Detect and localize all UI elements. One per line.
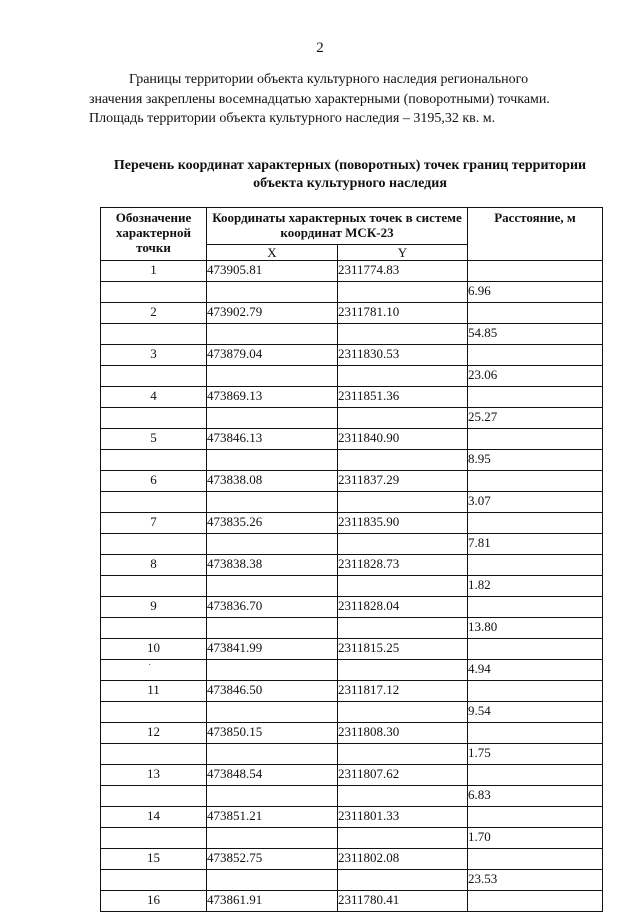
empty-cell [468, 429, 603, 450]
table-body [101, 261, 603, 912]
empty-cell [338, 828, 468, 849]
table-row [101, 366, 603, 387]
empty-cell [207, 786, 338, 807]
empty-cell [338, 660, 468, 681]
distance-column-header: Расстояние, м [468, 208, 603, 261]
table-title-line-2: объекта культурного наследия [253, 176, 447, 191]
point-number-cell: 8 [101, 555, 207, 576]
intro-line-3: Площадь территории объекта культурного наследия – 3195,32 кв. м. [89, 111, 496, 126]
y-coordinate-cell: 2311774.83 [338, 261, 468, 282]
empty-cell [468, 639, 603, 660]
page-number: 2 [316, 40, 324, 56]
table-row [101, 303, 603, 324]
table-row [101, 387, 603, 408]
table-row [101, 534, 603, 555]
y-coordinate-cell: 2311837.29 [338, 471, 468, 492]
empty-cell [101, 576, 207, 597]
empty-cell [338, 492, 468, 513]
empty-cell [468, 513, 603, 534]
table-row [101, 681, 603, 702]
empty-cell [101, 660, 207, 681]
empty-cell [338, 534, 468, 555]
y-coordinate-cell: 2311808.30 [338, 723, 468, 744]
table-row [101, 702, 603, 723]
coordinates-table [100, 207, 603, 912]
x-coordinate-cell: 473905.81 [207, 261, 338, 282]
y-coordinate-cell: 2311781.10 [338, 303, 468, 324]
y-coordinate-cell: 2311840.90 [338, 429, 468, 450]
empty-cell [101, 282, 207, 303]
table-row [101, 870, 603, 891]
table-row [101, 723, 603, 744]
y-coordinate-cell: 2311851.36 [338, 387, 468, 408]
x-column-header: X [207, 245, 338, 261]
distance-cell: 1.75 [468, 744, 603, 765]
intro-line-1: Границы территории объекта культурного наследия регионального [129, 72, 529, 87]
y-coordinate-cell: 2311830.53 [338, 345, 468, 366]
x-coordinate-cell: 473850.15 [207, 723, 338, 744]
x-coordinate-cell: 473846.13 [207, 429, 338, 450]
empty-cell [468, 681, 603, 702]
empty-cell [468, 303, 603, 324]
distance-cell: 6.96 [468, 282, 603, 303]
empty-cell [338, 786, 468, 807]
empty-cell [207, 744, 338, 765]
scan-speck: · [148, 660, 152, 671]
empty-cell [207, 660, 338, 681]
empty-cell [101, 828, 207, 849]
table-row [101, 408, 603, 429]
empty-cell [207, 702, 338, 723]
empty-cell [207, 870, 338, 891]
y-coordinate-cell: 2311828.73 [338, 555, 468, 576]
empty-cell [468, 387, 603, 408]
table-row [101, 576, 603, 597]
empty-cell [468, 807, 603, 828]
empty-cell [338, 618, 468, 639]
distance-cell: 6.83 [468, 786, 603, 807]
table-row [101, 807, 603, 828]
distance-cell: 7.81 [468, 534, 603, 555]
empty-cell [101, 492, 207, 513]
table-row [101, 282, 603, 303]
table-row [101, 261, 603, 282]
point-number-cell: 5 [101, 429, 207, 450]
table-row [101, 471, 603, 492]
table-row [101, 849, 603, 870]
x-coordinate-cell: 473852.75 [207, 849, 338, 870]
point-number-cell: 16 [101, 891, 207, 912]
point-number-cell: 6 [101, 471, 207, 492]
empty-cell [468, 891, 603, 912]
point-number-cell: 13 [101, 765, 207, 786]
empty-cell [101, 870, 207, 891]
point-number-cell: 11 [101, 681, 207, 702]
empty-cell [468, 345, 603, 366]
empty-cell [101, 702, 207, 723]
x-coordinate-cell: 473835.26 [207, 513, 338, 534]
empty-cell [207, 408, 338, 429]
empty-cell [207, 282, 338, 303]
x-coordinate-cell: 473841.99 [207, 639, 338, 660]
distance-cell: 4.94 [468, 660, 603, 681]
table-row [101, 324, 603, 345]
point-number-cell: 9 [101, 597, 207, 618]
empty-cell [101, 786, 207, 807]
empty-cell [338, 744, 468, 765]
empty-cell [468, 555, 603, 576]
table-row [101, 618, 603, 639]
coordinates-column-header: Координаты характерных точек в системе координат МСК-23 [207, 208, 468, 245]
empty-cell [338, 702, 468, 723]
table-row [101, 492, 603, 513]
empty-cell [207, 366, 338, 387]
distance-cell: 13.80 [468, 618, 603, 639]
table-title [60, 157, 640, 193]
empty-cell [338, 324, 468, 345]
point-number-cell: 3 [101, 345, 207, 366]
x-coordinate-cell: 473846.50 [207, 681, 338, 702]
table-row [101, 429, 603, 450]
empty-cell [338, 576, 468, 597]
empty-cell [338, 366, 468, 387]
empty-cell [468, 471, 603, 492]
x-coordinate-cell: 473879.04 [207, 345, 338, 366]
x-coordinate-cell: 473851.21 [207, 807, 338, 828]
y-coordinate-cell: 2311801.33 [338, 807, 468, 828]
empty-cell [468, 261, 603, 282]
empty-cell [338, 450, 468, 471]
empty-cell [101, 534, 207, 555]
empty-cell [207, 828, 338, 849]
distance-cell: 23.53 [468, 870, 603, 891]
point-number-cell: 14 [101, 807, 207, 828]
table-row [101, 828, 603, 849]
x-coordinate-cell: 473869.13 [207, 387, 338, 408]
distance-cell: 25.27 [468, 408, 603, 429]
x-coordinate-cell: 473861.91 [207, 891, 338, 912]
empty-cell [101, 324, 207, 345]
x-coordinate-cell: 473836.70 [207, 597, 338, 618]
empty-cell [207, 534, 338, 555]
point-number-cell: 7 [101, 513, 207, 534]
point-number-cell: 1 [101, 261, 207, 282]
empty-cell [338, 282, 468, 303]
y-coordinate-cell: 2311780.41 [338, 891, 468, 912]
table-row [101, 891, 603, 912]
x-coordinate-cell: 473838.38 [207, 555, 338, 576]
table-header-row [101, 208, 603, 245]
x-coordinate-cell: 473848.54 [207, 765, 338, 786]
point-column-header: Обозначение характерной точки [101, 208, 207, 261]
point-number-cell: 10 [101, 639, 207, 660]
distance-cell: 1.70 [468, 828, 603, 849]
empty-cell [468, 597, 603, 618]
table-title-line-1: Перечень координат характерных (поворотных) точек границ территории [113, 158, 587, 173]
y-coordinate-cell: 2311807.62 [338, 765, 468, 786]
distance-cell: 1.82 [468, 576, 603, 597]
empty-cell [101, 366, 207, 387]
table-row [101, 639, 603, 660]
empty-cell [207, 492, 338, 513]
y-coordinate-cell: 2311828.04 [338, 597, 468, 618]
empty-cell [468, 849, 603, 870]
y-column-header: Y [338, 245, 468, 261]
distance-cell: 8.95 [468, 450, 603, 471]
table-row [101, 786, 603, 807]
empty-cell [468, 723, 603, 744]
table-row [101, 513, 603, 534]
point-number-cell: 2 [101, 303, 207, 324]
empty-cell [207, 618, 338, 639]
y-coordinate-cell: 2311817.12 [338, 681, 468, 702]
table-row [101, 450, 603, 471]
table-row [101, 765, 603, 786]
empty-cell [101, 450, 207, 471]
empty-cell [468, 765, 603, 786]
point-number-cell: 15 [101, 849, 207, 870]
x-coordinate-cell: 473902.79 [207, 303, 338, 324]
y-coordinate-cell: 2311815.25 [338, 639, 468, 660]
y-coordinate-cell: 2311802.08 [338, 849, 468, 870]
table-row [101, 345, 603, 366]
empty-cell [207, 450, 338, 471]
table-row [101, 555, 603, 576]
distance-cell: 3.07 [468, 492, 603, 513]
empty-cell [338, 408, 468, 429]
y-coordinate-cell: 2311835.90 [338, 513, 468, 534]
empty-cell [101, 408, 207, 429]
intro-line-2: значения закреплены восемнадцатью характерными (поворотными) точками. [89, 91, 550, 107]
x-coordinate-cell: 473838.08 [207, 471, 338, 492]
point-number-cell: 12 [101, 723, 207, 744]
intro-paragraph [89, 70, 610, 129]
table-row [101, 597, 603, 618]
table-row [101, 744, 603, 765]
distance-cell: 9.54 [468, 702, 603, 723]
distance-cell: 23.06 [468, 366, 603, 387]
empty-cell [101, 744, 207, 765]
table-row [101, 660, 603, 681]
distance-cell: 54.85 [468, 324, 603, 345]
empty-cell [207, 324, 338, 345]
point-number-cell: 4 [101, 387, 207, 408]
empty-cell [338, 870, 468, 891]
empty-cell [101, 618, 207, 639]
empty-cell [207, 576, 338, 597]
